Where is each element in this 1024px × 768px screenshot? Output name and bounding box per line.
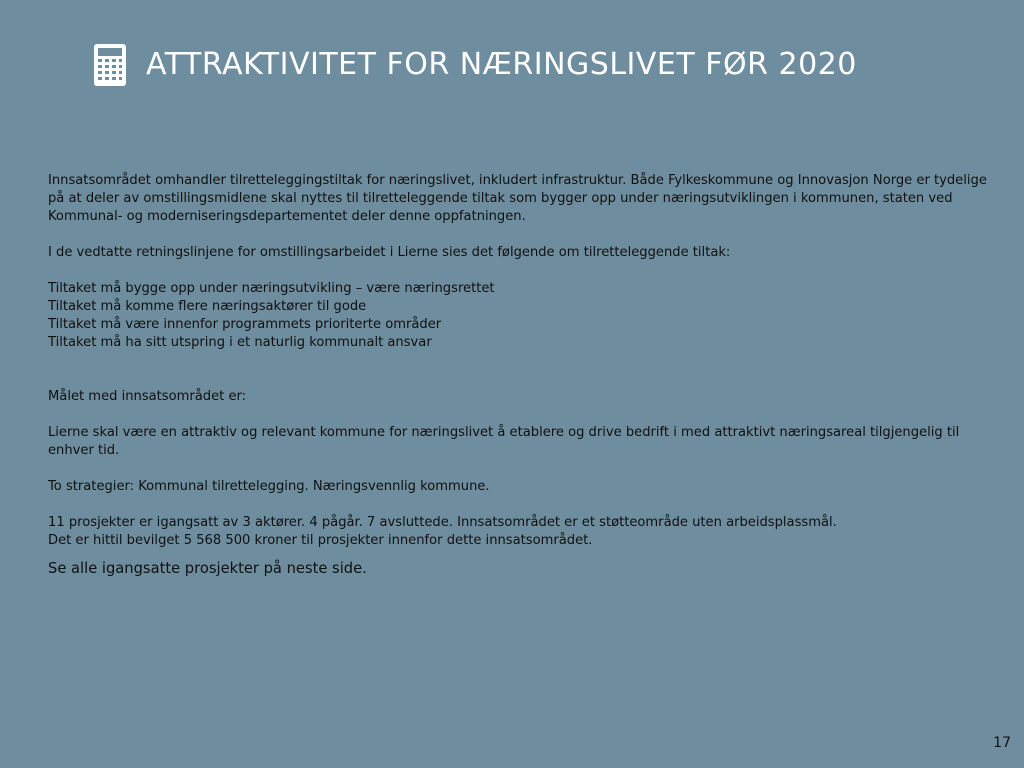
criteria-item: Tiltaket må ha sitt utspring i et naturlig kommunalt ansvar (48, 335, 432, 350)
criteria-item: Tiltaket må komme flere næringsaktører til gode (48, 299, 367, 314)
slide-header (93, 42, 857, 88)
body-text (48, 172, 988, 580)
calculator-icon (93, 43, 127, 87)
projects-paragraph: 11 prosjekter er igangsatt av 3 aktører. 4 pågår. 7 avsluttede. Innsatsområdet er et støtteområde uten arbeidsplassmål. (48, 515, 837, 530)
page-title: ATTRAKTIVITET FOR NÆRINGSLIVET FØR 2020 (146, 47, 857, 82)
page-number: 17 (993, 735, 1011, 751)
see-more-text: Se alle igangsatte prosjekter på neste side. (48, 560, 367, 577)
guidelines-intro: I de vedtatte retningslinjene for omstillingsarbeidet i Lierne sies det følgende om tilretteleggende tiltak: (48, 245, 731, 260)
strategies-paragraph: To strategier: Kommunal tilrettelegging. Næringsvennlig kommune. (48, 479, 490, 494)
criteria-item: Tiltaket må være innenfor programmets prioriterte områder (48, 317, 442, 332)
intro-paragraph: Innsatsområdet omhandler tilretteleggingstiltak for næringslivet, inkludert infrastruktur. Både Fylkeskommune og Innovasjon Norge er tydelige på at deler av omstillingsmidlene skal nyttes til tilretteleggende tiltak som bygger opp under næringsutviklingen i kommunen, staten ved Kommunal- og moderniseringsdepartementet deler denne oppfatningen. (48, 173, 987, 224)
goal-paragraph: Lierne skal være en attraktiv og relevant kommune for næringslivet å etablere og drive bedrift i med attraktivt næringsareal tilgjengelig til enhver tid. (48, 425, 960, 458)
funding-paragraph: Det er hittil bevilget 5 568 500 kroner til prosjekter innenfor dette innsatsområdet. (48, 533, 593, 548)
criteria-item: Tiltaket må bygge opp under næringsutvikling – være næringsrettet (48, 281, 495, 296)
goal-heading: Målet med innsatsområdet er: (48, 389, 247, 404)
criteria-list (48, 280, 988, 352)
